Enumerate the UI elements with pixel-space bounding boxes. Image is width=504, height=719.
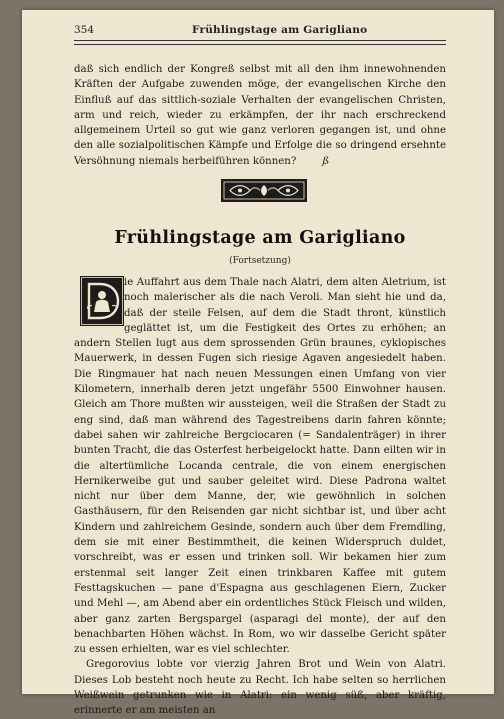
page-number-label: 354 bbox=[74, 24, 95, 36]
body-paragraph-2 bbox=[74, 657, 446, 718]
body-paragraph-2-text: Gregorovius lobte vor vierzig Jahren Brot und Wein von Alatri. Dieses Lob besteht noch heute zu Recht. Ich habe selten so herrlichen Weißwein getrunken wie in Alatri: ein wenig süß, aber kräftig, erinnerte er am meisten an bbox=[74, 659, 446, 717]
end-mark: ß bbox=[322, 155, 330, 167]
chapter-body bbox=[74, 275, 446, 719]
body-paragraph-1 bbox=[74, 275, 446, 657]
chapter-subtitle: (Fortsetzung) bbox=[229, 256, 291, 266]
previous-paragraph bbox=[74, 62, 446, 169]
chapter-title: Frühlingstage am Garigliano bbox=[114, 228, 406, 248]
previous-paragraph-text: daß sich endlich der Kongreß selbst mit all den ihm innewohnenden Kräften der Aufgabe zuwenden möge, der evangelischen Kirche den Einfluß auf das sittlich-soziale Verhalten der evangelischen Christen, arm und reich, wieder zu erkämpfen, der ihr nach erschreckend allgemeinem Urteil so gut wie ganz verloren gegangen ist, und ohne den alle sozialpolitischen Kämpfe und Erfolge die so dringend ersehnte Versöhnung niemals herbeiführen können? bbox=[74, 64, 446, 167]
floral-vignette-icon bbox=[221, 179, 307, 202]
illustrated-initial-d-icon bbox=[80, 276, 124, 326]
body-paragraph-1-text: ie Auffahrt aus dem Thale nach Alatri, dem alten Aletrium, ist noch malerischer als die nach Veroli. Man sieht hie und da, daß der steile Felsen, auf dem die Stadt thront, künstlich geglättet ist, um die Festigkeit des Ortes zu erhöhen; an andern Stellen lugt aus dem sprossenden Grün braunes, cyklopisches Mauerwerk, in dessen Fugen sich riesige Agaven angesiedelt haben. Die Ringmauer hat nach neuen Messungen einen Umfang von vier Kilometern, innerhalb deren jetzt ungefähr 5500 Einwohner hausen. Gleich am Thore mußten wir aussteigen, weil die Straßen der Stadt zu eng sind, daß man während des Tagestreibens darin fahren könnte; dabei sahen wir zahlreiche Bergciocaren (= Sandalenträger) in ihrer bunten Tracht, die das Osterfest herbeigelockt hatte. Dann eilten wir in die altertümliche Locanda centrale, die von einem energischen Hernikerweibe gut und sauber geleitet wird. Diese Padrona waltet nicht nur über dem Manne, der, wie gewöhnlich in solchen Gasthäusern, für den Reisenden gar nicht sichtbar ist, und über acht Kindern und zahlreichem Gesinde, sondern auch über dem Fremdling, dem sie mit einer Bestimmtheit, die keinen Widerspruch duldet, vorschreibt, was er essen und trinken soll. Wir bekamen hier zum erstenmal seit langer Zeit einen trinkbaren Kaffee mit gutem Festtagskuchen — pane d'Espagna aus geschlagenen Eiern, Zucker und Mehl —, am Abend aber ein ordentliches Stück Fleisch und wilden, aber ganz zarten Bergspargel (asparagi del monte), der auf den benachbarten Höhen wächst. In Rom, wo wir dasselbe Gericht später zu essen erhielten, war es viel schlechter. bbox=[74, 277, 446, 656]
header-rule bbox=[74, 40, 446, 45]
running-head-text bbox=[74, 24, 444, 38]
running-title-label: Frühlingstage am Garigliano bbox=[192, 24, 368, 36]
